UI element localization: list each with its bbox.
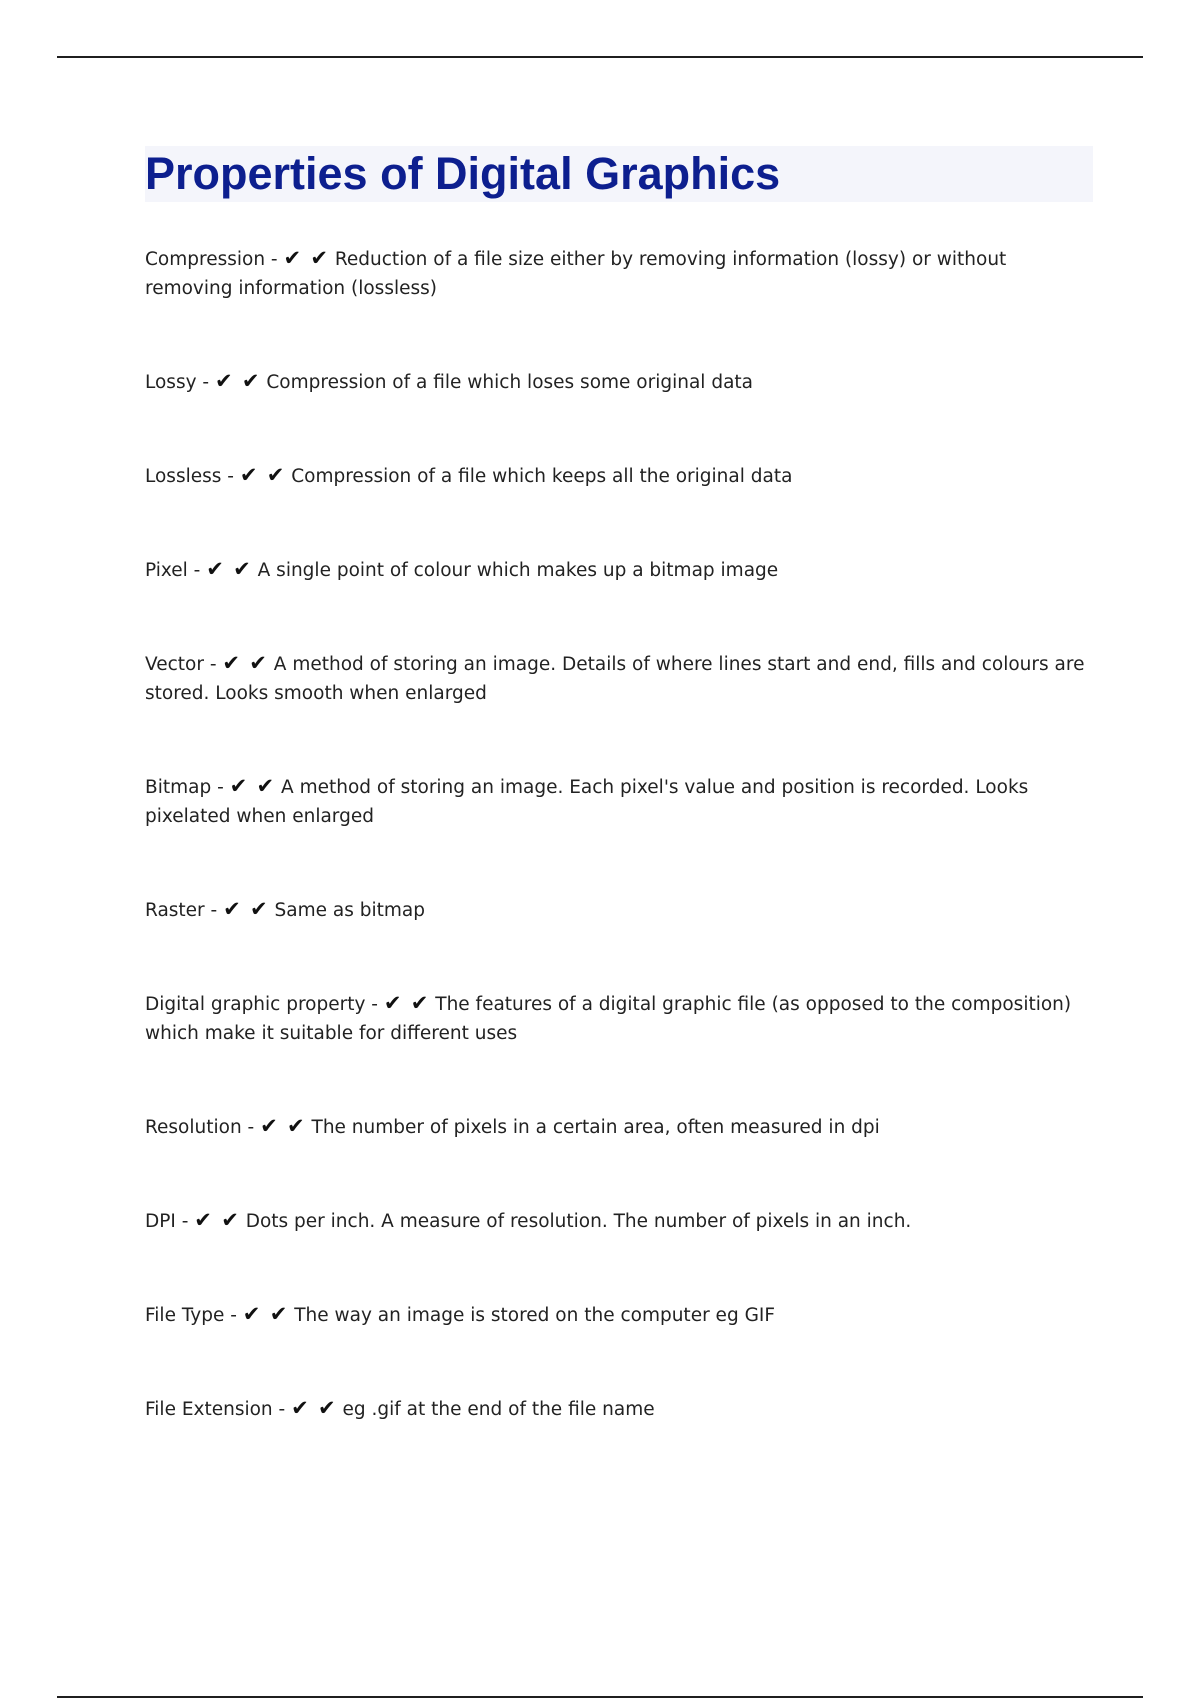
page-title: Properties of Digital Graphics bbox=[145, 148, 781, 199]
check-icon: ✔ ✔ bbox=[242, 1302, 289, 1326]
term: Raster bbox=[145, 900, 205, 921]
definition: The features of a digital graphic file (as opposed to the composition) which make it suitable for different uses bbox=[145, 994, 1072, 1044]
definition: A single point of colour which makes up a bitmap image bbox=[257, 560, 779, 581]
definition-item: Lossless - ✔ ✔ Compression of a file which keeps all the original data bbox=[145, 463, 793, 487]
term: File Type bbox=[145, 1305, 225, 1326]
definition: A method of storing an image. Details of where lines start and end, fills and colours are stored. Looks smooth when enlarged bbox=[145, 654, 1085, 704]
term: Lossless bbox=[145, 466, 222, 487]
check-icon: ✔ ✔ bbox=[194, 1208, 240, 1232]
term: Digital graphic property bbox=[145, 994, 366, 1015]
definition-item: Resolution - ✔ ✔ The number of pixels in a certain area, often measured in dpi bbox=[145, 1114, 880, 1138]
top-rule bbox=[57, 56, 1143, 58]
definition-item: Vector - ✔ ✔ A method of storing an image. Details of where lines start and end, fills and colours are stored. Looks smooth when enlarged bbox=[145, 651, 1085, 704]
definition: Same as bitmap bbox=[274, 900, 425, 921]
definition: Compression of a file which loses some original data bbox=[266, 372, 753, 393]
definition-item: Digital graphic property - ✔ ✔ The features of a digital graphic file (as opposed to the composition) which make it suitable for different uses bbox=[145, 991, 1072, 1044]
term: Pixel bbox=[145, 560, 188, 581]
definition: Reduction of a file size either by removing information (lossy) or without removing information (lossless) bbox=[145, 249, 1007, 299]
bottom-rule bbox=[57, 1696, 1143, 1698]
document-body bbox=[145, 146, 1093, 1488]
term: DPI bbox=[145, 1211, 176, 1232]
term: Bitmap bbox=[145, 777, 212, 798]
definition-item: Raster - ✔ ✔ Same as bitmap bbox=[145, 897, 425, 921]
term: Compression bbox=[145, 249, 266, 270]
term: Lossy bbox=[145, 372, 197, 393]
definition-item: Pixel - ✔ ✔ A single point of colour which makes up a bitmap image bbox=[145, 557, 779, 581]
check-icon: ✔ ✔ bbox=[206, 557, 252, 581]
term: Resolution bbox=[145, 1117, 242, 1138]
definition-item: File Extension - ✔ ✔ eg .gif at the end of the file name bbox=[145, 1396, 655, 1420]
definition-item: Compression - ✔ ✔ Reduction of a file size either by removing information (lossy) or without removing information (lossless) bbox=[145, 246, 1007, 299]
definition: eg .gif at the end of the file name bbox=[342, 1399, 655, 1420]
definition: Compression of a file which keeps all the original data bbox=[291, 466, 793, 487]
check-icon: ✔ ✔ bbox=[239, 463, 286, 487]
definition: The number of pixels in a certain area, often measured in dpi bbox=[311, 1117, 880, 1138]
check-icon: ✔ ✔ bbox=[283, 246, 329, 270]
check-icon: ✔ ✔ bbox=[229, 774, 276, 798]
check-icon: ✔ ✔ bbox=[222, 651, 268, 675]
title-band bbox=[145, 146, 1093, 202]
check-icon: ✔ ✔ bbox=[214, 369, 261, 393]
check-icon: ✔ ✔ bbox=[291, 1396, 337, 1420]
definition-list bbox=[145, 244, 1093, 1423]
definition: A method of storing an image. Each pixel's value and position is recorded. Looks pixelated when enlarged bbox=[145, 777, 1029, 827]
definition-item: File Type - ✔ ✔ The way an image is stored on the computer eg GIF bbox=[145, 1302, 775, 1326]
term: Vector bbox=[145, 654, 204, 675]
term: File Extension bbox=[145, 1399, 273, 1420]
definition: The way an image is stored on the computer eg GIF bbox=[294, 1305, 775, 1326]
definition-item: DPI - ✔ ✔ Dots per inch. A measure of resolution. The number of pixels in an inch. bbox=[145, 1208, 912, 1232]
check-icon: ✔ ✔ bbox=[260, 1114, 306, 1138]
check-icon: ✔ ✔ bbox=[383, 991, 430, 1015]
definition: Dots per inch. A measure of resolution. The number of pixels in an inch. bbox=[245, 1211, 912, 1232]
definition-item: Lossy - ✔ ✔ Compression of a file which loses some original data bbox=[145, 369, 753, 393]
check-icon: ✔ ✔ bbox=[223, 897, 269, 921]
definition-item: Bitmap - ✔ ✔ A method of storing an image. Each pixel's value and position is recorded. Looks pixelated when enlarged bbox=[145, 774, 1029, 827]
